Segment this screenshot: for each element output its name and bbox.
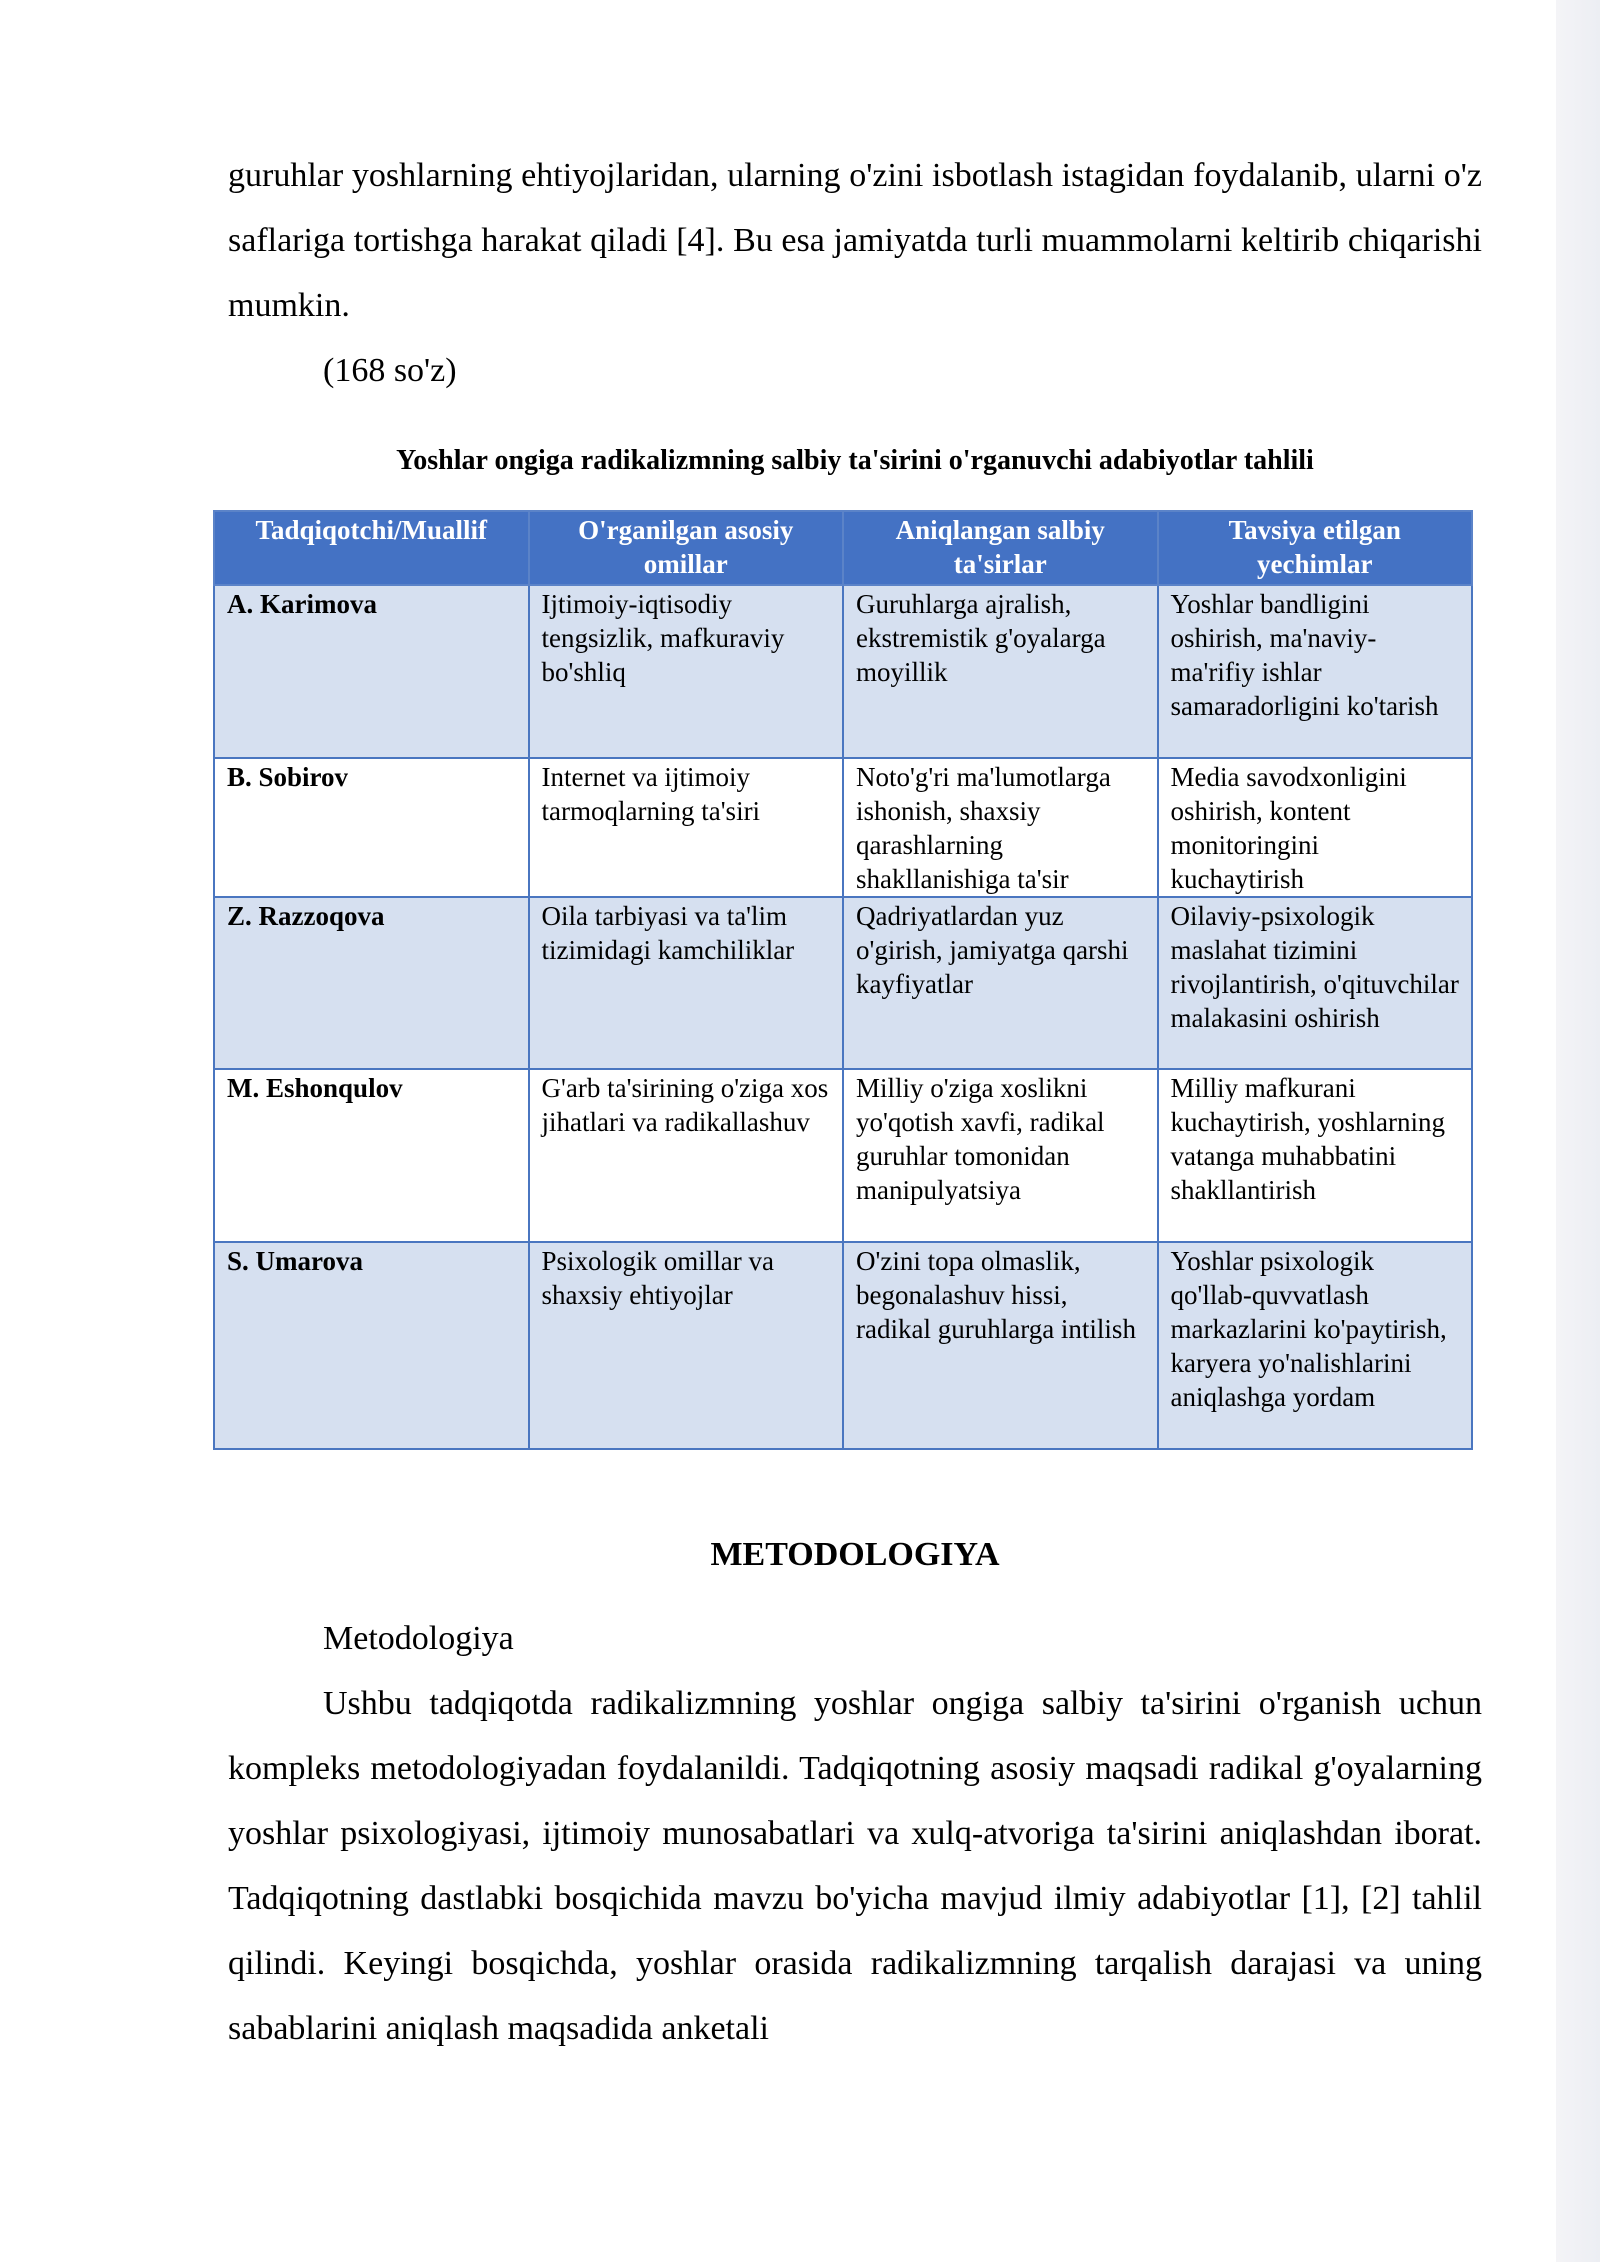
paragraph-method: Ushbu tadqiqotda radikalizmning yoshlar ongiga salbiy ta'sirini o'rganish uchun kompleks metodologiyadan foydalanildi. Tadqiqotning asosiy maqsadi radikal g'oyalarning yoshlar psixologiyasi, ijtimoiy munosabatlari va xulq-atvoriga ta'sirini aniqlashdan iborat. Tadqiqotning dastlabki bosqichida mavzu bo'yicha mavjud ilmiy adabiyotlar [1], [2] tahlil qilindi. Keyingi bosqichda, yoshlar orasida radikalizmning tarqalish darajasi va uning sabablarini aniqlash maqsadida anketali (228, 1685, 1482, 2047)
table-row (214, 1242, 1472, 1449)
cell-factors: Ijtimoiy-iqtisodiy tengsizlik, mafkuraviy bo'shliq (529, 585, 844, 758)
literature-table (213, 510, 1473, 1450)
cell-author: S. Umarova (214, 1242, 529, 1449)
header-solutions: Tavsiya etilgan yechimlar (1158, 511, 1473, 585)
cell-factors: Oila tarbiyasi va ta'lim tizimidagi kamchiliklar (529, 897, 844, 1069)
cell-author: M. Eshonqulov (214, 1069, 529, 1242)
table-caption: Yoshlar ongiga radikalizmning salbiy ta'sirini o'rganuvchi adabiyotlar tahlili (396, 445, 1314, 476)
cell-factors: Internet va ijtimoiy tarmoqlarning ta'siri (529, 758, 844, 897)
paragraph-top: guruhlar yoshlarning ehtiyojlaridan, ularning o'zini isbotlash istagidan foydalanib, ularni o'z saflariga tortishga harakat qiladi [4]. Bu esa jamiyatda turli muammolarni keltirib chiqarishi mumkin. (228, 157, 1482, 324)
header-factors: O'rganilgan asosiy omillar (529, 511, 844, 585)
header-researcher: Tadqiqotchi/Muallif (214, 511, 529, 585)
table-row (214, 758, 1472, 897)
cell-solutions: Yoshlar psixologik qo'llab-quvvatlash markazlarini ko'paytirish, karyera yo'nalishlarini aniqlashga yordam (1158, 1242, 1473, 1449)
word-count: (168 so'z) (323, 352, 457, 389)
cell-solutions: Yoshlar bandligini oshirish, ma'naviy-ma'rifiy ishlar samaradorligini ko'tarish (1158, 585, 1473, 758)
table-header-row (214, 511, 1472, 585)
cell-author: A. Karimova (214, 585, 529, 758)
cell-effects: Milliy o'ziga xoslikni yo'qotish xavfi, radikal guruhlar tomonidan manipulyatsiya (843, 1069, 1158, 1242)
table-row (214, 897, 1472, 1069)
cell-author: Z. Razzoqova (214, 897, 529, 1069)
header-negative-effects: Aniqlangan salbiy ta'sirlar (843, 511, 1158, 585)
cell-author: B. Sobirov (214, 758, 529, 897)
cell-effects: Qadriyatlardan yuz o'girish, jamiyatga qarshi kayfiyatlar (843, 897, 1158, 1069)
cell-factors: G'arb ta'sirining o'ziga xos jihatlari va radikallashuv (529, 1069, 844, 1242)
table-row (214, 585, 1472, 758)
table-row (214, 1069, 1472, 1242)
cell-solutions: Media savodxonligini oshirish, kontent monitoringini kuchaytirish (1158, 758, 1473, 897)
cell-factors: Psixologik omillar va shaxsiy ehtiyojlar (529, 1242, 844, 1449)
cell-effects: Noto'g'ri ma'lumotlarga ishonish, shaxsiy qarashlarning shakllanishiga ta'sir (843, 758, 1158, 897)
cell-solutions: Oilaviy-psixologik maslahat tizimini rivojlantirish, o'qituvchilar malakasini oshirish (1158, 897, 1473, 1069)
section-subheading: Metodologiya (323, 1620, 514, 1657)
cell-solutions: Milliy mafkurani kuchaytirish, yoshlarning vatanga muhabbatini shakllantirish (1158, 1069, 1473, 1242)
section-heading: METODOLOGIYA (710, 1536, 1000, 1573)
cell-effects: Guruhlarga ajralish, ekstremistik g'oyalarga moyillik (843, 585, 1158, 758)
page-edge (1556, 0, 1600, 2262)
cell-effects: O'zini topa olmaslik, begonalashuv hissi, radikal guruhlarga intilish (843, 1242, 1158, 1449)
